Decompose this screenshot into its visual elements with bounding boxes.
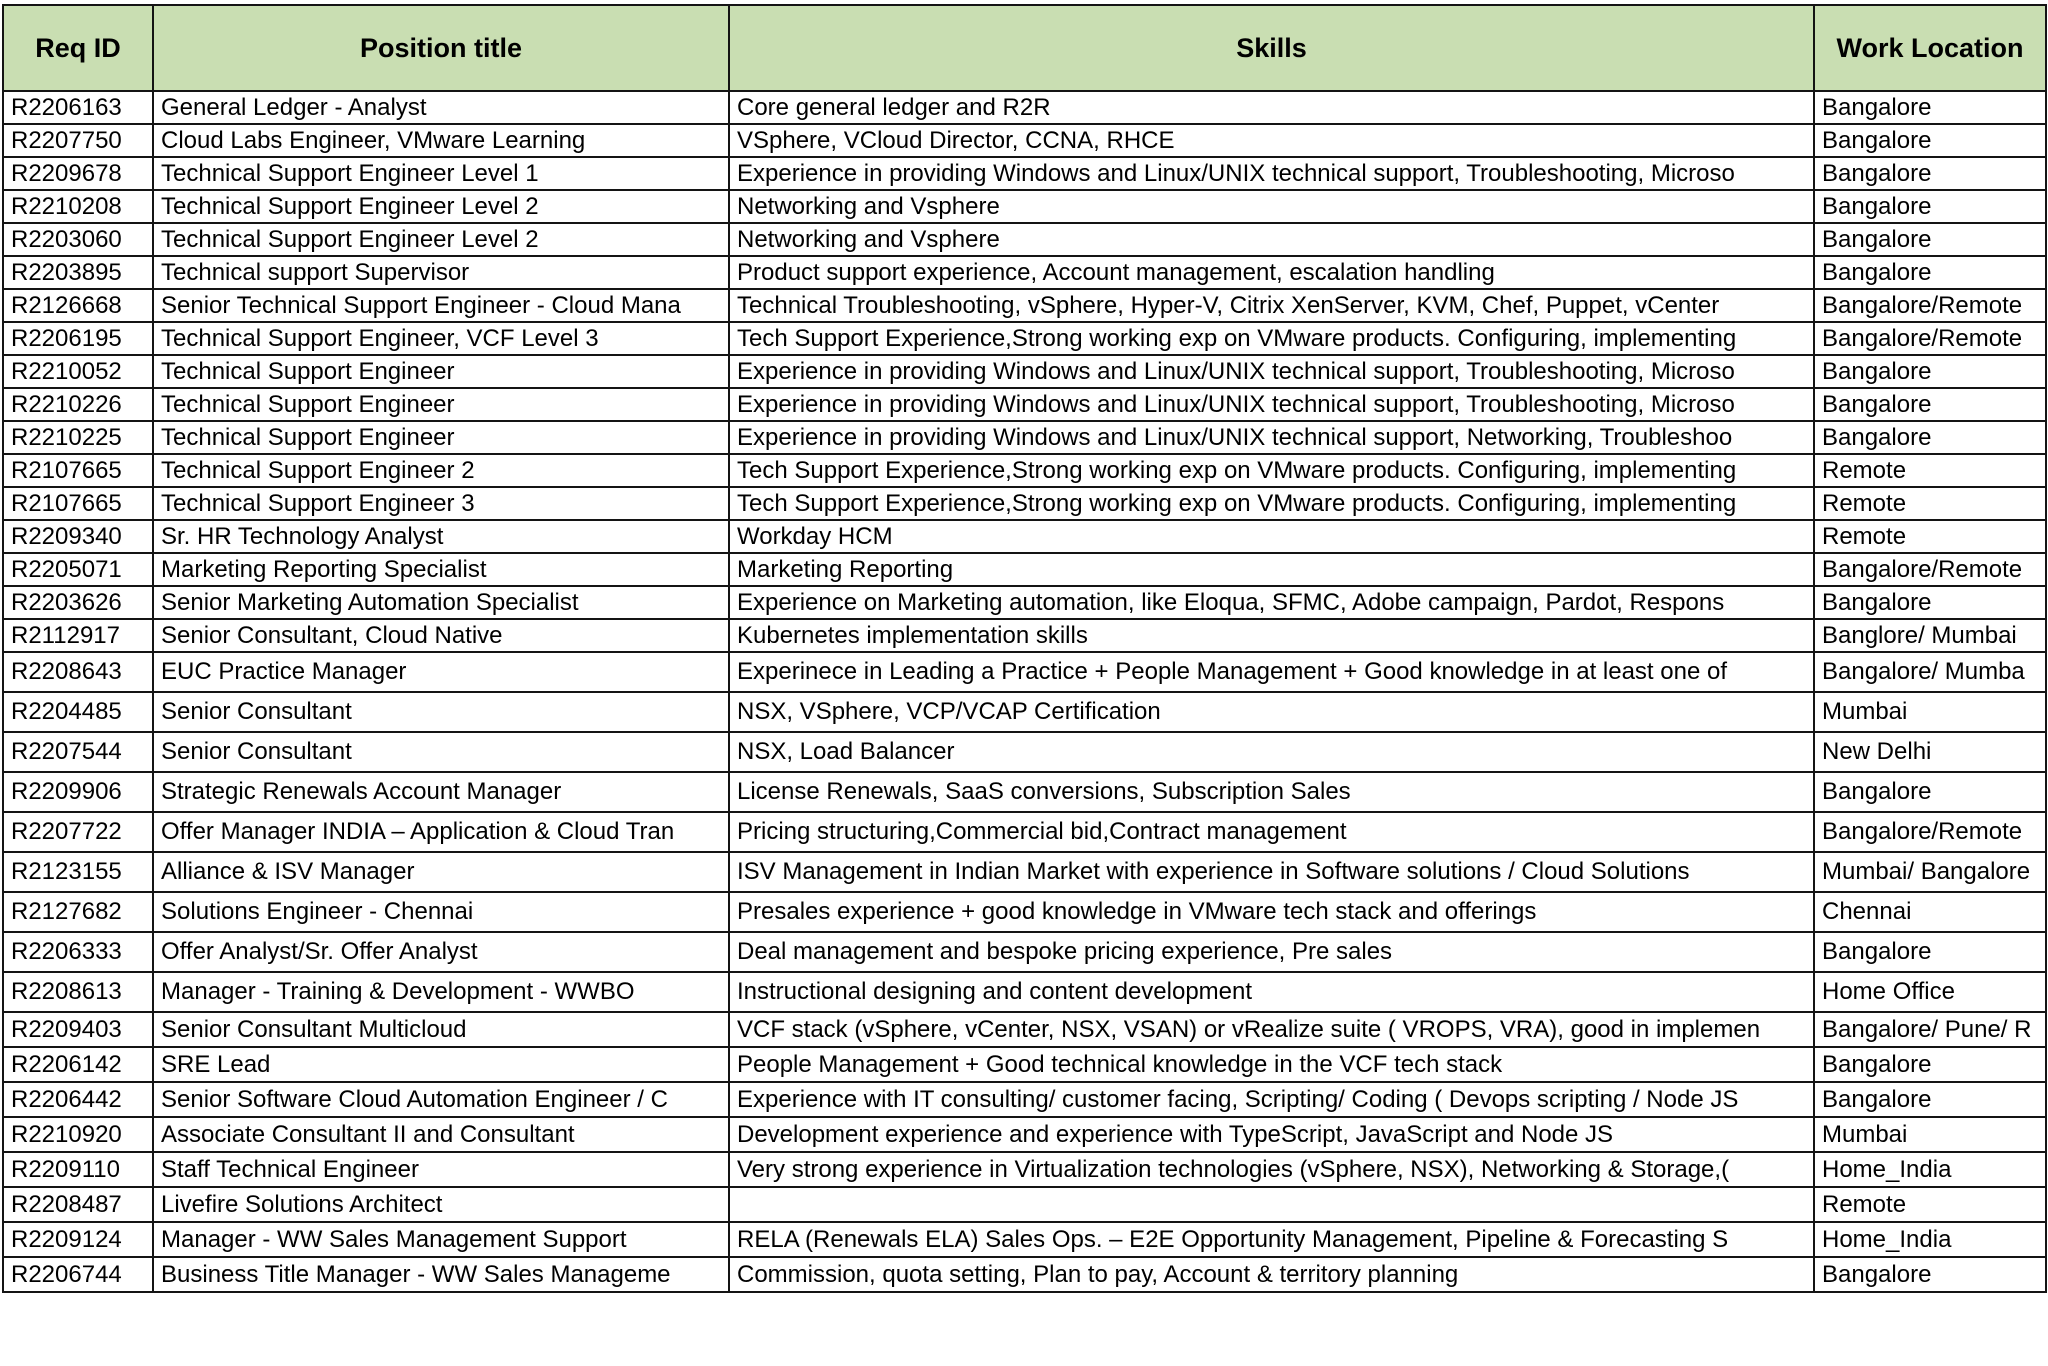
table-row [3, 256, 2046, 289]
cell-work-location[interactable]: Home_India [1814, 1222, 2046, 1257]
cell-position-title[interactable]: Technical support Supervisor [153, 256, 729, 289]
cell-skills[interactable]: NSX, VSphere, VCP/VCAP Certification [729, 692, 1814, 732]
cell-work-location[interactable]: Chennai [1814, 892, 2046, 932]
cell-position-title[interactable]: Cloud Labs Engineer, VMware Learning [153, 124, 729, 157]
table-row [3, 652, 2046, 692]
cell-work-location[interactable]: Bangalore [1814, 388, 2046, 421]
cell-skills[interactable]: RELA (Renewals ELA) Sales Ops. – E2E Opportunity Management, Pipeline & Forecasting S [729, 1222, 1814, 1257]
cell-work-location[interactable]: Bangalore/Remote [1814, 812, 2046, 852]
cell-work-location[interactable]: Bangalore/Remote [1814, 553, 2046, 586]
cell-req-id[interactable]: R2206163 [3, 91, 153, 124]
cell-work-location[interactable]: Bangalore/Remote [1814, 289, 2046, 322]
cell-work-location[interactable]: New Delhi [1814, 732, 2046, 772]
cell-position-title[interactable]: Marketing Reporting Specialist [153, 553, 729, 586]
table-row [3, 892, 2046, 932]
table-row [3, 91, 2046, 124]
header-cell-req-id[interactable]: Req ID [3, 5, 153, 91]
cell-position-title[interactable]: Associate Consultant II and Consultant [153, 1117, 729, 1152]
table-row [3, 223, 2046, 256]
cell-skills[interactable]: Networking and Vsphere [729, 190, 1814, 223]
table-row [3, 553, 2046, 586]
cell-skills[interactable]: Very strong experience in Virtualization technologies (vSphere, NSX), Networking & Storage,( [729, 1152, 1814, 1187]
cell-position-title[interactable]: Offer Analyst/Sr. Offer Analyst [153, 932, 729, 972]
cell-position-title[interactable]: Senior Technical Support Engineer - Cloud Mana [153, 289, 729, 322]
cell-skills[interactable] [729, 1187, 1814, 1222]
cell-req-id[interactable]: R2207544 [3, 732, 153, 772]
cell-req-id[interactable]: R2204485 [3, 692, 153, 732]
cell-work-location[interactable]: Bangalore/Remote [1814, 322, 2046, 355]
cell-req-id[interactable]: R2208643 [3, 652, 153, 692]
table-row [3, 972, 2046, 1012]
cell-work-location[interactable]: Remote [1814, 454, 2046, 487]
cell-req-id[interactable]: R2210052 [3, 355, 153, 388]
cell-skills[interactable]: Experience in providing Windows and Linux/UNIX technical support, Troubleshooting, Microso [729, 355, 1814, 388]
cell-skills[interactable]: Tech Support Experience,Strong working exp on VMware products. Configuring, implementing [729, 322, 1814, 355]
cell-skills[interactable]: People Management + Good technical knowledge in the VCF tech stack [729, 1047, 1814, 1082]
cell-req-id[interactable]: R2208613 [3, 972, 153, 1012]
cell-work-location[interactable]: Bangalore [1814, 124, 2046, 157]
cell-req-id[interactable]: R2207722 [3, 812, 153, 852]
cell-skills[interactable]: Networking and Vsphere [729, 223, 1814, 256]
spreadsheet [2, 4, 2047, 1293]
cell-work-location[interactable]: Bangalore [1814, 1082, 2046, 1117]
table-row [3, 1082, 2046, 1117]
cell-position-title[interactable]: Business Title Manager - WW Sales Manageme [153, 1257, 729, 1292]
table-row [3, 1222, 2046, 1257]
header-cell-skills[interactable]: Skills [729, 5, 1814, 91]
cell-work-location[interactable]: Mumbai [1814, 1117, 2046, 1152]
cell-work-location[interactable]: Mumbai [1814, 692, 2046, 732]
table-body [3, 91, 2046, 1292]
cell-position-title[interactable]: Technical Support Engineer [153, 355, 729, 388]
cell-skills[interactable]: Experience in providing Windows and Linux/UNIX technical support, Troubleshooting, Microso [729, 157, 1814, 190]
cell-position-title[interactable]: Senior Consultant, Cloud Native [153, 619, 729, 652]
table-row [3, 732, 2046, 772]
cell-skills[interactable]: ISV Management in Indian Market with experience in Software solutions / Cloud Solutions [729, 852, 1814, 892]
cell-work-location[interactable]: Bangalore [1814, 355, 2046, 388]
cell-position-title[interactable]: Staff Technical Engineer [153, 1152, 729, 1187]
cell-position-title[interactable]: Senior Consultant [153, 732, 729, 772]
cell-req-id[interactable]: R2210225 [3, 421, 153, 454]
cell-skills[interactable]: Instructional designing and content development [729, 972, 1814, 1012]
cell-position-title[interactable]: Strategic Renewals Account Manager [153, 772, 729, 812]
cell-skills[interactable]: Workday HCM [729, 520, 1814, 553]
table-row [3, 421, 2046, 454]
cell-position-title[interactable]: Sr. HR Technology Analyst [153, 520, 729, 553]
cell-req-id[interactable]: R2210920 [3, 1117, 153, 1152]
cell-skills[interactable]: Kubernetes implementation skills [729, 619, 1814, 652]
table-row [3, 487, 2046, 520]
cell-req-id[interactable]: R2203626 [3, 586, 153, 619]
cell-work-location[interactable]: Bangalore [1814, 1047, 2046, 1082]
cell-req-id[interactable]: R2206333 [3, 932, 153, 972]
header-cell-position-title[interactable]: Position title [153, 5, 729, 91]
cell-req-id[interactable]: R2208487 [3, 1187, 153, 1222]
cell-position-title[interactable]: Technical Support Engineer 3 [153, 487, 729, 520]
cell-work-location[interactable]: Remote [1814, 487, 2046, 520]
cell-position-title[interactable]: Technical Support Engineer [153, 421, 729, 454]
cell-position-title[interactable]: Senior Consultant [153, 692, 729, 732]
cell-req-id[interactable]: R2207750 [3, 124, 153, 157]
cell-work-location[interactable]: Bangalore/ Mumba [1814, 652, 2046, 692]
cell-req-id[interactable]: R2205071 [3, 553, 153, 586]
cell-position-title[interactable]: Solutions Engineer - Chennai [153, 892, 729, 932]
table-row [3, 812, 2046, 852]
cell-position-title[interactable]: Manager - WW Sales Management Support [153, 1222, 729, 1257]
cell-work-location[interactable]: Bangalore [1814, 772, 2046, 812]
table-row [3, 1187, 2046, 1222]
cell-skills[interactable]: Core general ledger and R2R [729, 91, 1814, 124]
cell-req-id[interactable]: R2107665 [3, 487, 153, 520]
cell-req-id[interactable]: R2206142 [3, 1047, 153, 1082]
cell-skills[interactable]: VCF stack (vSphere, vCenter, NSX, VSAN) or vRealize suite ( VROPS, VRA), good in implemen [729, 1012, 1814, 1047]
cell-work-location[interactable]: Bangalore [1814, 190, 2046, 223]
table-row [3, 124, 2046, 157]
cell-work-location[interactable]: Bangalore [1814, 421, 2046, 454]
cell-position-title[interactable]: General Ledger - Analyst [153, 91, 729, 124]
cell-work-location[interactable]: Bangalore [1814, 91, 2046, 124]
table-row [3, 619, 2046, 652]
cell-req-id[interactable]: R2206744 [3, 1257, 153, 1292]
cell-req-id[interactable]: R2210208 [3, 190, 153, 223]
cell-work-location[interactable]: Remote [1814, 1187, 2046, 1222]
cell-skills[interactable]: License Renewals, SaaS conversions, Subscription Sales [729, 772, 1814, 812]
table-row [3, 1257, 2046, 1292]
table-row [3, 692, 2046, 732]
cell-skills[interactable]: VSphere, VCloud Director, CCNA, RHCE [729, 124, 1814, 157]
cell-req-id[interactable]: R2209124 [3, 1222, 153, 1257]
cell-req-id[interactable]: R2209340 [3, 520, 153, 553]
cell-req-id[interactable]: R2127682 [3, 892, 153, 932]
table-row [3, 289, 2046, 322]
table-row [3, 1117, 2046, 1152]
cell-req-id[interactable]: R2123155 [3, 852, 153, 892]
table-row [3, 852, 2046, 892]
table-row [3, 454, 2046, 487]
cell-position-title[interactable]: Manager - Training & Development - WWBO [153, 972, 729, 1012]
cell-skills[interactable]: Pricing structuring,Commercial bid,Contract management [729, 812, 1814, 852]
cell-work-location[interactable]: Home Office [1814, 972, 2046, 1012]
cell-work-location[interactable]: Bangalore [1814, 256, 2046, 289]
table-row [3, 355, 2046, 388]
cell-req-id[interactable]: R2209403 [3, 1012, 153, 1047]
header-cell-work-location[interactable]: Work Location [1814, 5, 2046, 91]
table-row [3, 1152, 2046, 1187]
cell-work-location[interactable]: Bangalore [1814, 932, 2046, 972]
cell-skills[interactable]: Experinece in Leading a Practice + People Management + Good knowledge in at least one of [729, 652, 1814, 692]
cell-work-location[interactable]: Home_India [1814, 1152, 2046, 1187]
cell-skills[interactable]: Marketing Reporting [729, 553, 1814, 586]
cell-skills[interactable]: Presales experience + good knowledge in VMware tech stack and offerings [729, 892, 1814, 932]
cell-skills[interactable]: Experience in providing Windows and Linux/UNIX technical support, Networking, Troubleshoo [729, 421, 1814, 454]
cell-position-title[interactable]: Technical Support Engineer, VCF Level 3 [153, 322, 729, 355]
cell-skills[interactable]: Experience in providing Windows and Linux/UNIX technical support, Troubleshooting, Microso [729, 388, 1814, 421]
table-row [3, 932, 2046, 972]
cell-work-location[interactable]: Bangalore [1814, 157, 2046, 190]
cell-skills[interactable]: Product support experience, Account management, escalation handling [729, 256, 1814, 289]
cell-work-location[interactable]: Banglore/ Mumbai [1814, 619, 2046, 652]
cell-work-location[interactable]: Bangalore [1814, 223, 2046, 256]
cell-req-id[interactable]: R2209678 [3, 157, 153, 190]
cell-req-id[interactable]: R2107665 [3, 454, 153, 487]
cell-work-location[interactable]: Remote [1814, 520, 2046, 553]
table-row [3, 1012, 2046, 1047]
table-row [3, 322, 2046, 355]
cell-skills[interactable]: NSX, Load Balancer [729, 732, 1814, 772]
cell-skills[interactable]: Technical Troubleshooting, vSphere, Hyper-V, Citrix XenServer, KVM, Chef, Puppet, vCenter [729, 289, 1814, 322]
cell-req-id[interactable]: R2206195 [3, 322, 153, 355]
cell-position-title[interactable]: Alliance & ISV Manager [153, 852, 729, 892]
cell-skills[interactable]: Experience on Marketing automation, like Eloqua, SFMC, Adobe campaign, Pardot, Respons [729, 586, 1814, 619]
table-row [3, 157, 2046, 190]
cell-work-location[interactable]: Mumbai/ Bangalore [1814, 852, 2046, 892]
cell-position-title[interactable]: Senior Consultant Multicloud [153, 1012, 729, 1047]
cell-position-title[interactable]: Technical Support Engineer [153, 388, 729, 421]
table-row [3, 190, 2046, 223]
cell-skills[interactable]: Commission, quota setting, Plan to pay, Account & territory planning [729, 1257, 1814, 1292]
cell-req-id[interactable]: R2209110 [3, 1152, 153, 1187]
cell-req-id[interactable]: R2209906 [3, 772, 153, 812]
cell-req-id[interactable]: R2203060 [3, 223, 153, 256]
header-row [3, 5, 2046, 91]
table-row [3, 1047, 2046, 1082]
cell-req-id[interactable]: R2126668 [3, 289, 153, 322]
cell-work-location[interactable]: Bangalore [1814, 1257, 2046, 1292]
cell-skills[interactable]: Experience with IT consulting/ customer facing, Scripting/ Coding ( Devops scripting / Node JS [729, 1082, 1814, 1117]
cell-position-title[interactable]: Technical Support Engineer Level 2 [153, 190, 729, 223]
cell-work-location[interactable]: Bangalore/ Pune/ R [1814, 1012, 2046, 1047]
table-row [3, 388, 2046, 421]
cell-position-title[interactable]: Offer Manager INDIA – Application & Cloud Tran [153, 812, 729, 852]
requisitions-table [2, 4, 2047, 1293]
cell-position-title[interactable]: Senior Software Cloud Automation Engineer / C [153, 1082, 729, 1117]
cell-work-location[interactable]: Bangalore [1814, 586, 2046, 619]
cell-req-id[interactable]: R2206442 [3, 1082, 153, 1117]
cell-skills[interactable]: Tech Support Experience,Strong working exp on VMware products. Configuring, implementing [729, 454, 1814, 487]
cell-skills[interactable]: Deal management and bespoke pricing experience, Pre sales [729, 932, 1814, 972]
cell-position-title[interactable]: SRE Lead [153, 1047, 729, 1082]
cell-position-title[interactable]: Livefire Solutions Architect [153, 1187, 729, 1222]
cell-skills[interactable]: Development experience and experience with TypeScript, JavaScript and Node JS [729, 1117, 1814, 1152]
cell-req-id[interactable]: R2210226 [3, 388, 153, 421]
cell-req-id[interactable]: R2112917 [3, 619, 153, 652]
table-row [3, 772, 2046, 812]
cell-position-title[interactable]: EUC Practice Manager [153, 652, 729, 692]
cell-position-title[interactable]: Technical Support Engineer Level 2 [153, 223, 729, 256]
cell-skills[interactable]: Tech Support Experience,Strong working exp on VMware products. Configuring, implementing [729, 487, 1814, 520]
table-row [3, 520, 2046, 553]
cell-req-id[interactable]: R2203895 [3, 256, 153, 289]
cell-position-title[interactable]: Senior Marketing Automation Specialist [153, 586, 729, 619]
table-row [3, 586, 2046, 619]
cell-position-title[interactable]: Technical Support Engineer 2 [153, 454, 729, 487]
cell-position-title[interactable]: Technical Support Engineer Level 1 [153, 157, 729, 190]
